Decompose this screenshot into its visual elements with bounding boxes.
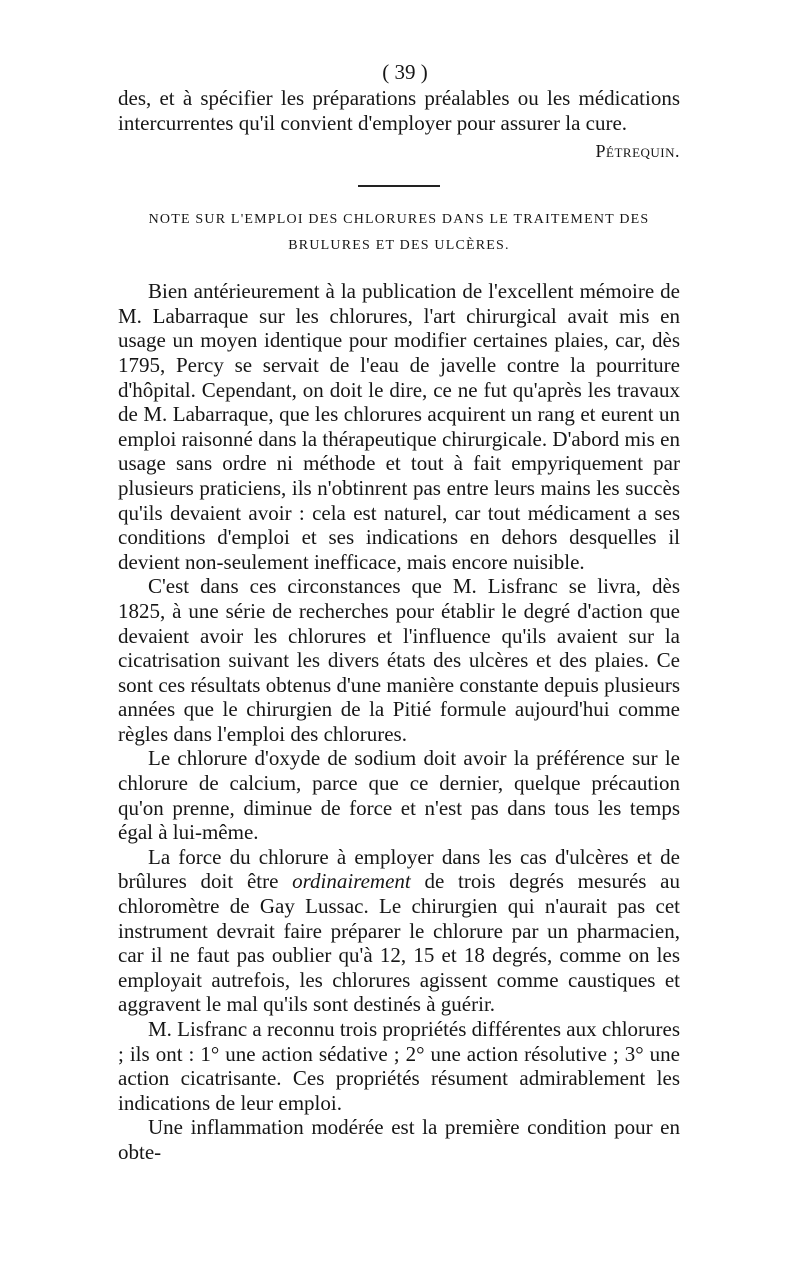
- paragraph-6: Une inflammation modérée est la première condition pour en obte-: [118, 1115, 680, 1164]
- paragraph-4: [118, 845, 680, 1017]
- title-spacer: [118, 259, 680, 279]
- note-title-line-2: BRULURES ET DES ULCÈRES.: [288, 238, 510, 254]
- paragraph-4-part-1: La force du chlorure à employer dans les cas d'ulcères et de brûlures doit être: [118, 844, 680, 894]
- paragraph-4-italic: ordinairement: [292, 869, 411, 894]
- paragraph-2: C'est dans ces circonstances que M. Lisfranc se livra, dès 1825, à une série de recherches pour établir le degré d'action que devaient avoir les chlorures et l'influence qu'ils avaient sur la cicatrisation suivant les divers états des ulcères et des plaies. Ce sont ces résultats obtenus d'une manière constante depuis plusieurs années que le chirurgien de la Pitié formule aujourd'hui comme règles dans l'emploi des chlorures.: [118, 574, 680, 746]
- author-signature: Pétrequin.: [595, 141, 680, 162]
- paragraph-4-part-2: de trois degrés mesurés au chloromètre de Gay Lussac. Le chirurgien qui n'aurait pas cet instrument devrait faire préparer le chlorure par un pharmacien, car il ne faut pas oublier qu'à 12, 15 et 18 degrés, comme on les employait autrefois, les chlorures agissent comme caustiques et aggravent le mal qu'ils sont destinés à guérir.: [118, 869, 680, 1017]
- paragraph-5: M. Lisfranc a reconnu trois propriétés différentes aux chlorures ; ils ont : 1° une action sédative ; 2° une action résolutive ; 3° une action cicatrisante. Ces propriétés résument admirablement les indications de leur emploi.: [118, 1017, 681, 1115]
- intro-paragraph: des, et à spécifier les préparations préalables ou les médications intercurrentes qu'il convient d'employer pour assurer la cure.: [118, 86, 680, 135]
- section-divider: [358, 185, 440, 187]
- book-page: [118, 58, 680, 1165]
- paragraph-1: Bien antérieurement à la publication de l'excellent mémoire de M. Labarraque sur les chlorures, l'art chirurgical avait mis en usage un moyen identique pour modifier certaines plaies, car, dès 1795, Percy se servait de l'eau de javelle contre la pourriture d'hôpital. Cependant, on doit le dire, ce ne fut qu'après les travaux de M. Labarraque, que les chlorures acquirent un rang et eurent un emploi raisonné dans la thérapeutique chirurgicale. D'abord mis en usage sans ordre ni méthode et tout à fait empyriquement par plusieurs praticiens, ils n'obtinrent pas entre leurs mains les succès qu'ils devaient avoir : cela est naturel, car tout médicament a ses conditions d'emploi et ses indications en dehors desquelles il devient non-seulement inefficace, mais encore nuisible.: [118, 279, 680, 574]
- note-title: [118, 207, 680, 259]
- paragraph-3: Le chlorure d'oxyde de sodium doit avoir la préférence sur le chlorure de calcium, parce que ce dernier, quelque précaution qu'on prenne, diminue de force et n'est pas dans tous les temps égal à lui-même.: [118, 746, 680, 845]
- note-title-line-1: NOTE SUR L'EMPLOI DES CHLORURES DANS LE TRAITEMENT DES: [148, 212, 650, 228]
- page-number: ( 39 ): [382, 60, 428, 84]
